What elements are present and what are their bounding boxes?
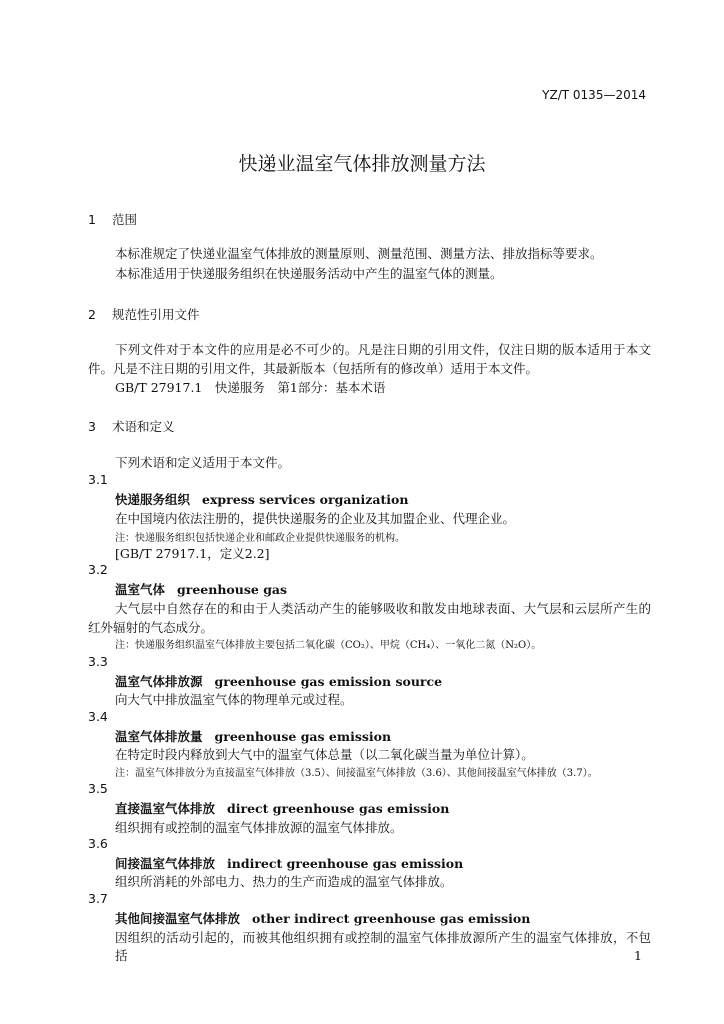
document-title: 快递业温室气体排放测量方法 [238, 153, 486, 175]
scope-paragraph-1: 本标准规定了快递业温室气体排放的测量原则、测量范围、测量方法、排放指标等要求。 [115, 246, 603, 261]
term-direct-greenhouse-gas-emission [115, 799, 449, 817]
term-number: 3.3 [88, 654, 108, 669]
term-zh: 其他间接温室气体排放 [115, 911, 241, 926]
term-source: [GB/T 27917.1，定义2.2] [115, 546, 270, 561]
term-note: 注：温室气体排放分为直接温室气体排放（3.5）、间接温室气体排放（3.6）、其他间接温室气体排放（3.7）。 [115, 768, 598, 779]
section-heading-terms [88, 417, 175, 435]
term-en: greenhouse gas emission source [214, 674, 443, 689]
term-zh: 温室气体排放源 [115, 674, 203, 689]
term-zh: 间接温室气体排放 [115, 856, 216, 871]
term-zh: 直接温室气体排放 [115, 801, 216, 816]
section-number: 3 [88, 419, 96, 434]
term-zh: 温室气体 [115, 582, 166, 597]
scope-paragraph-2: 本标准适用于快递服务组织在快递服务活动中产生的温室气体的测量。 [115, 266, 503, 281]
term-number: 3.4 [88, 709, 108, 724]
term-en: direct greenhouse gas emission [227, 801, 450, 816]
term-express-services-organization [115, 490, 408, 508]
references-paragraph-1: 下列文件对于本文件的应用是必不可少的。凡是注日期的引用文件，仅注日期的版本适用于本文 [115, 342, 651, 357]
term-zh: 温室气体排放量 [115, 729, 203, 744]
term-en: indirect greenhouse gas emission [227, 856, 464, 871]
section-heading-scope [88, 210, 137, 228]
section-heading-normative-references [88, 305, 200, 323]
term-indirect-greenhouse-gas-emission [115, 854, 463, 872]
terms-intro: 下列术语和定义适用于本文件。 [115, 455, 291, 470]
page-number: 1 [634, 948, 642, 963]
term-definition: 在特定时段内释放到大气中的温室气体总量（以二氧化碳当量为单位计算）。 [115, 747, 534, 762]
section-title: 范围 [112, 212, 138, 227]
references-paragraph-2: 件。凡是不注日期的引用文件，其最新版本（包括所有的修改单）适用于本文件。 [88, 361, 539, 376]
term-other-indirect-greenhouse-gas-emission [115, 909, 530, 927]
term-en: express services organization [202, 492, 409, 507]
section-number: 2 [88, 307, 96, 322]
section-number: 1 [88, 212, 96, 227]
standard-code: YZ/T 0135—2014 [542, 88, 646, 102]
term-definition-line-2: 红外辐射的气态成分。 [88, 620, 214, 635]
reference-gbt-27917-1: GB/T 27917.1 快递服务 第1部分：基本术语 [115, 380, 386, 395]
term-number: 3.5 [88, 781, 108, 796]
term-greenhouse-gas-emission-source [115, 672, 442, 690]
term-note: 注：快递服务组织包括快递企业和邮政企业提供快递服务的机构。 [115, 533, 405, 544]
term-number: 3.1 [88, 472, 108, 487]
term-definition-line-1: 大气层中自然存在的和由于人类活动产生的能够吸收和散发由地球表面、大气层和云层所产生的 [115, 601, 651, 616]
term-definition: 向大气中排放温室气体的物理单元或过程。 [115, 692, 353, 707]
term-zh: 快递服务组织 [115, 492, 191, 507]
term-en: greenhouse gas [177, 582, 288, 597]
term-definition: 在中国境内依法注册的，提供快递服务的企业及其加盟企业、代理企业。 [115, 511, 516, 526]
section-title: 规范性引用文件 [112, 307, 200, 322]
term-number: 3.7 [88, 891, 108, 906]
term-greenhouse-gas [115, 580, 287, 598]
term-en: greenhouse gas emission [214, 729, 392, 744]
term-definition: 组织拥有或控制的温室气体排放源的温室气体排放。 [115, 820, 403, 835]
term-number: 3.2 [88, 562, 108, 577]
term-definition: 因组织的活动引起的，而被其他组织拥有或控制的温室气体排放源所产生的温室气体排放，不包括 [115, 930, 651, 963]
term-en: other indirect greenhouse gas emission [252, 911, 531, 926]
term-note: 注：快递服务组织温室气体排放主要包括二氧化碳（CO₂）、甲烷（CH₄）、一氧化二氮（N₂O）。 [115, 640, 542, 651]
section-title: 术语和定义 [112, 419, 175, 434]
term-definition: 组织所消耗的外部电力、热力的生产而造成的温室气体排放。 [115, 874, 453, 889]
term-greenhouse-gas-emission [115, 727, 391, 745]
term-number: 3.6 [88, 836, 108, 851]
